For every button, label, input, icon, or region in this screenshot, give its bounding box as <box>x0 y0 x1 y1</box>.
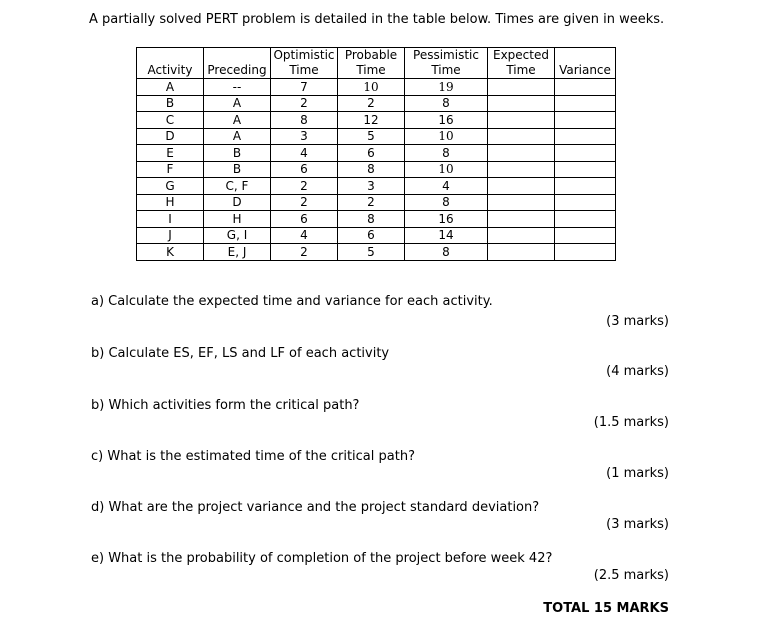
cell-expected <box>488 194 555 211</box>
cell-expected <box>488 95 555 112</box>
question-b-critical-path: b) Which activities form the critical path? <box>91 398 360 413</box>
cell-activity: C <box>137 112 204 129</box>
cell-optimistic: 3 <box>271 128 338 145</box>
cell-pessimistic: 16 <box>405 211 488 228</box>
table-row <box>137 211 616 228</box>
cell-variance <box>555 227 616 244</box>
table-header-row <box>137 48 616 79</box>
header-preceding: Preceding <box>204 48 271 79</box>
cell-probable: 6 <box>338 227 405 244</box>
total-marks: TOTAL 15 MARKS <box>543 601 669 616</box>
header-variance: Variance <box>555 48 616 79</box>
table-row <box>137 128 616 145</box>
cell-variance <box>555 79 616 96</box>
cell-optimistic: 7 <box>271 79 338 96</box>
cell-activity: I <box>137 211 204 228</box>
cell-expected <box>488 161 555 178</box>
cell-expected <box>488 79 555 96</box>
cell-activity: F <box>137 161 204 178</box>
cell-pessimistic: 8 <box>405 95 488 112</box>
cell-activity: B <box>137 95 204 112</box>
table-row <box>137 79 616 96</box>
cell-activity: D <box>137 128 204 145</box>
table-row <box>137 145 616 162</box>
cell-preceding: G, I <box>204 227 271 244</box>
cell-preceding: D <box>204 194 271 211</box>
cell-pessimistic: 14 <box>405 227 488 244</box>
table-row <box>137 194 616 211</box>
cell-probable: 3 <box>338 178 405 195</box>
cell-pessimistic: 4 <box>405 178 488 195</box>
cell-activity: H <box>137 194 204 211</box>
cell-probable: 10 <box>338 79 405 96</box>
cell-variance <box>555 211 616 228</box>
intro-text: A partially solved PERT problem is detailed in the table below. Times are given in weeks. <box>89 12 665 27</box>
cell-preceding: H <box>204 211 271 228</box>
header-probable-time: Probable Time <box>338 48 405 79</box>
cell-optimistic: 2 <box>271 194 338 211</box>
cell-activity: G <box>137 178 204 195</box>
cell-preceding: -- <box>204 79 271 96</box>
cell-probable: 12 <box>338 112 405 129</box>
cell-pessimistic: 10 <box>405 128 488 145</box>
cell-probable: 2 <box>338 194 405 211</box>
question-c: c) What is the estimated time of the critical path? <box>91 449 415 464</box>
header-activity: Activity <box>137 48 204 79</box>
cell-optimistic: 4 <box>271 227 338 244</box>
cell-pessimistic: 8 <box>405 244 488 261</box>
header-pessimistic-time: Pessimistic Time <box>405 48 488 79</box>
cell-probable: 8 <box>338 161 405 178</box>
table-row <box>137 95 616 112</box>
cell-variance <box>555 145 616 162</box>
cell-probable: 6 <box>338 145 405 162</box>
cell-variance <box>555 95 616 112</box>
cell-pessimistic: 8 <box>405 194 488 211</box>
cell-variance <box>555 244 616 261</box>
cell-activity: A <box>137 79 204 96</box>
header-expected-time: Expected Time <box>488 48 555 79</box>
cell-optimistic: 4 <box>271 145 338 162</box>
cell-probable: 8 <box>338 211 405 228</box>
cell-optimistic: 8 <box>271 112 338 129</box>
cell-probable: 5 <box>338 128 405 145</box>
cell-expected <box>488 227 555 244</box>
cell-activity: K <box>137 244 204 261</box>
table-row <box>137 112 616 129</box>
marks-e: (2.5 marks) <box>593 568 669 583</box>
cell-optimistic: 2 <box>271 178 338 195</box>
marks-a: (3 marks) <box>606 314 669 329</box>
cell-pessimistic: 19 <box>405 79 488 96</box>
cell-probable: 2 <box>338 95 405 112</box>
cell-activity: E <box>137 145 204 162</box>
table-row <box>137 161 616 178</box>
marks-d: (3 marks) <box>606 517 669 532</box>
cell-variance <box>555 128 616 145</box>
question-e: e) What is the probability of completion of the project before week 42? <box>91 551 553 566</box>
cell-expected <box>488 145 555 162</box>
header-optimistic-time: Optimistic Time <box>271 48 338 79</box>
cell-optimistic: 6 <box>271 161 338 178</box>
cell-expected <box>488 128 555 145</box>
cell-preceding: B <box>204 161 271 178</box>
cell-preceding: E, J <box>204 244 271 261</box>
cell-expected <box>488 244 555 261</box>
marks-c: (1 marks) <box>606 466 669 481</box>
table-row <box>137 227 616 244</box>
table-row <box>137 244 616 261</box>
cell-variance <box>555 161 616 178</box>
cell-variance <box>555 178 616 195</box>
cell-preceding: A <box>204 112 271 129</box>
cell-pessimistic: 10 <box>405 161 488 178</box>
cell-expected <box>488 178 555 195</box>
cell-variance <box>555 112 616 129</box>
cell-activity: J <box>137 227 204 244</box>
cell-probable: 5 <box>338 244 405 261</box>
question-a: a) Calculate the expected time and variance for each activity. <box>91 294 493 309</box>
cell-preceding: A <box>204 95 271 112</box>
cell-optimistic: 2 <box>271 244 338 261</box>
table-row <box>137 178 616 195</box>
cell-optimistic: 2 <box>271 95 338 112</box>
marks-b-es-ef: (4 marks) <box>606 364 669 379</box>
cell-preceding: C, F <box>204 178 271 195</box>
cell-expected <box>488 211 555 228</box>
cell-variance <box>555 194 616 211</box>
cell-expected <box>488 112 555 129</box>
cell-pessimistic: 16 <box>405 112 488 129</box>
cell-optimistic: 6 <box>271 211 338 228</box>
marks-b-critical-path: (1.5 marks) <box>593 415 669 430</box>
cell-preceding: A <box>204 128 271 145</box>
cell-pessimistic: 8 <box>405 145 488 162</box>
question-d: d) What are the project variance and the project standard deviation? <box>91 500 540 515</box>
cell-preceding: B <box>204 145 271 162</box>
question-b-es-ef: b) Calculate ES, EF, LS and LF of each activity <box>91 346 390 361</box>
pert-table <box>136 47 616 261</box>
